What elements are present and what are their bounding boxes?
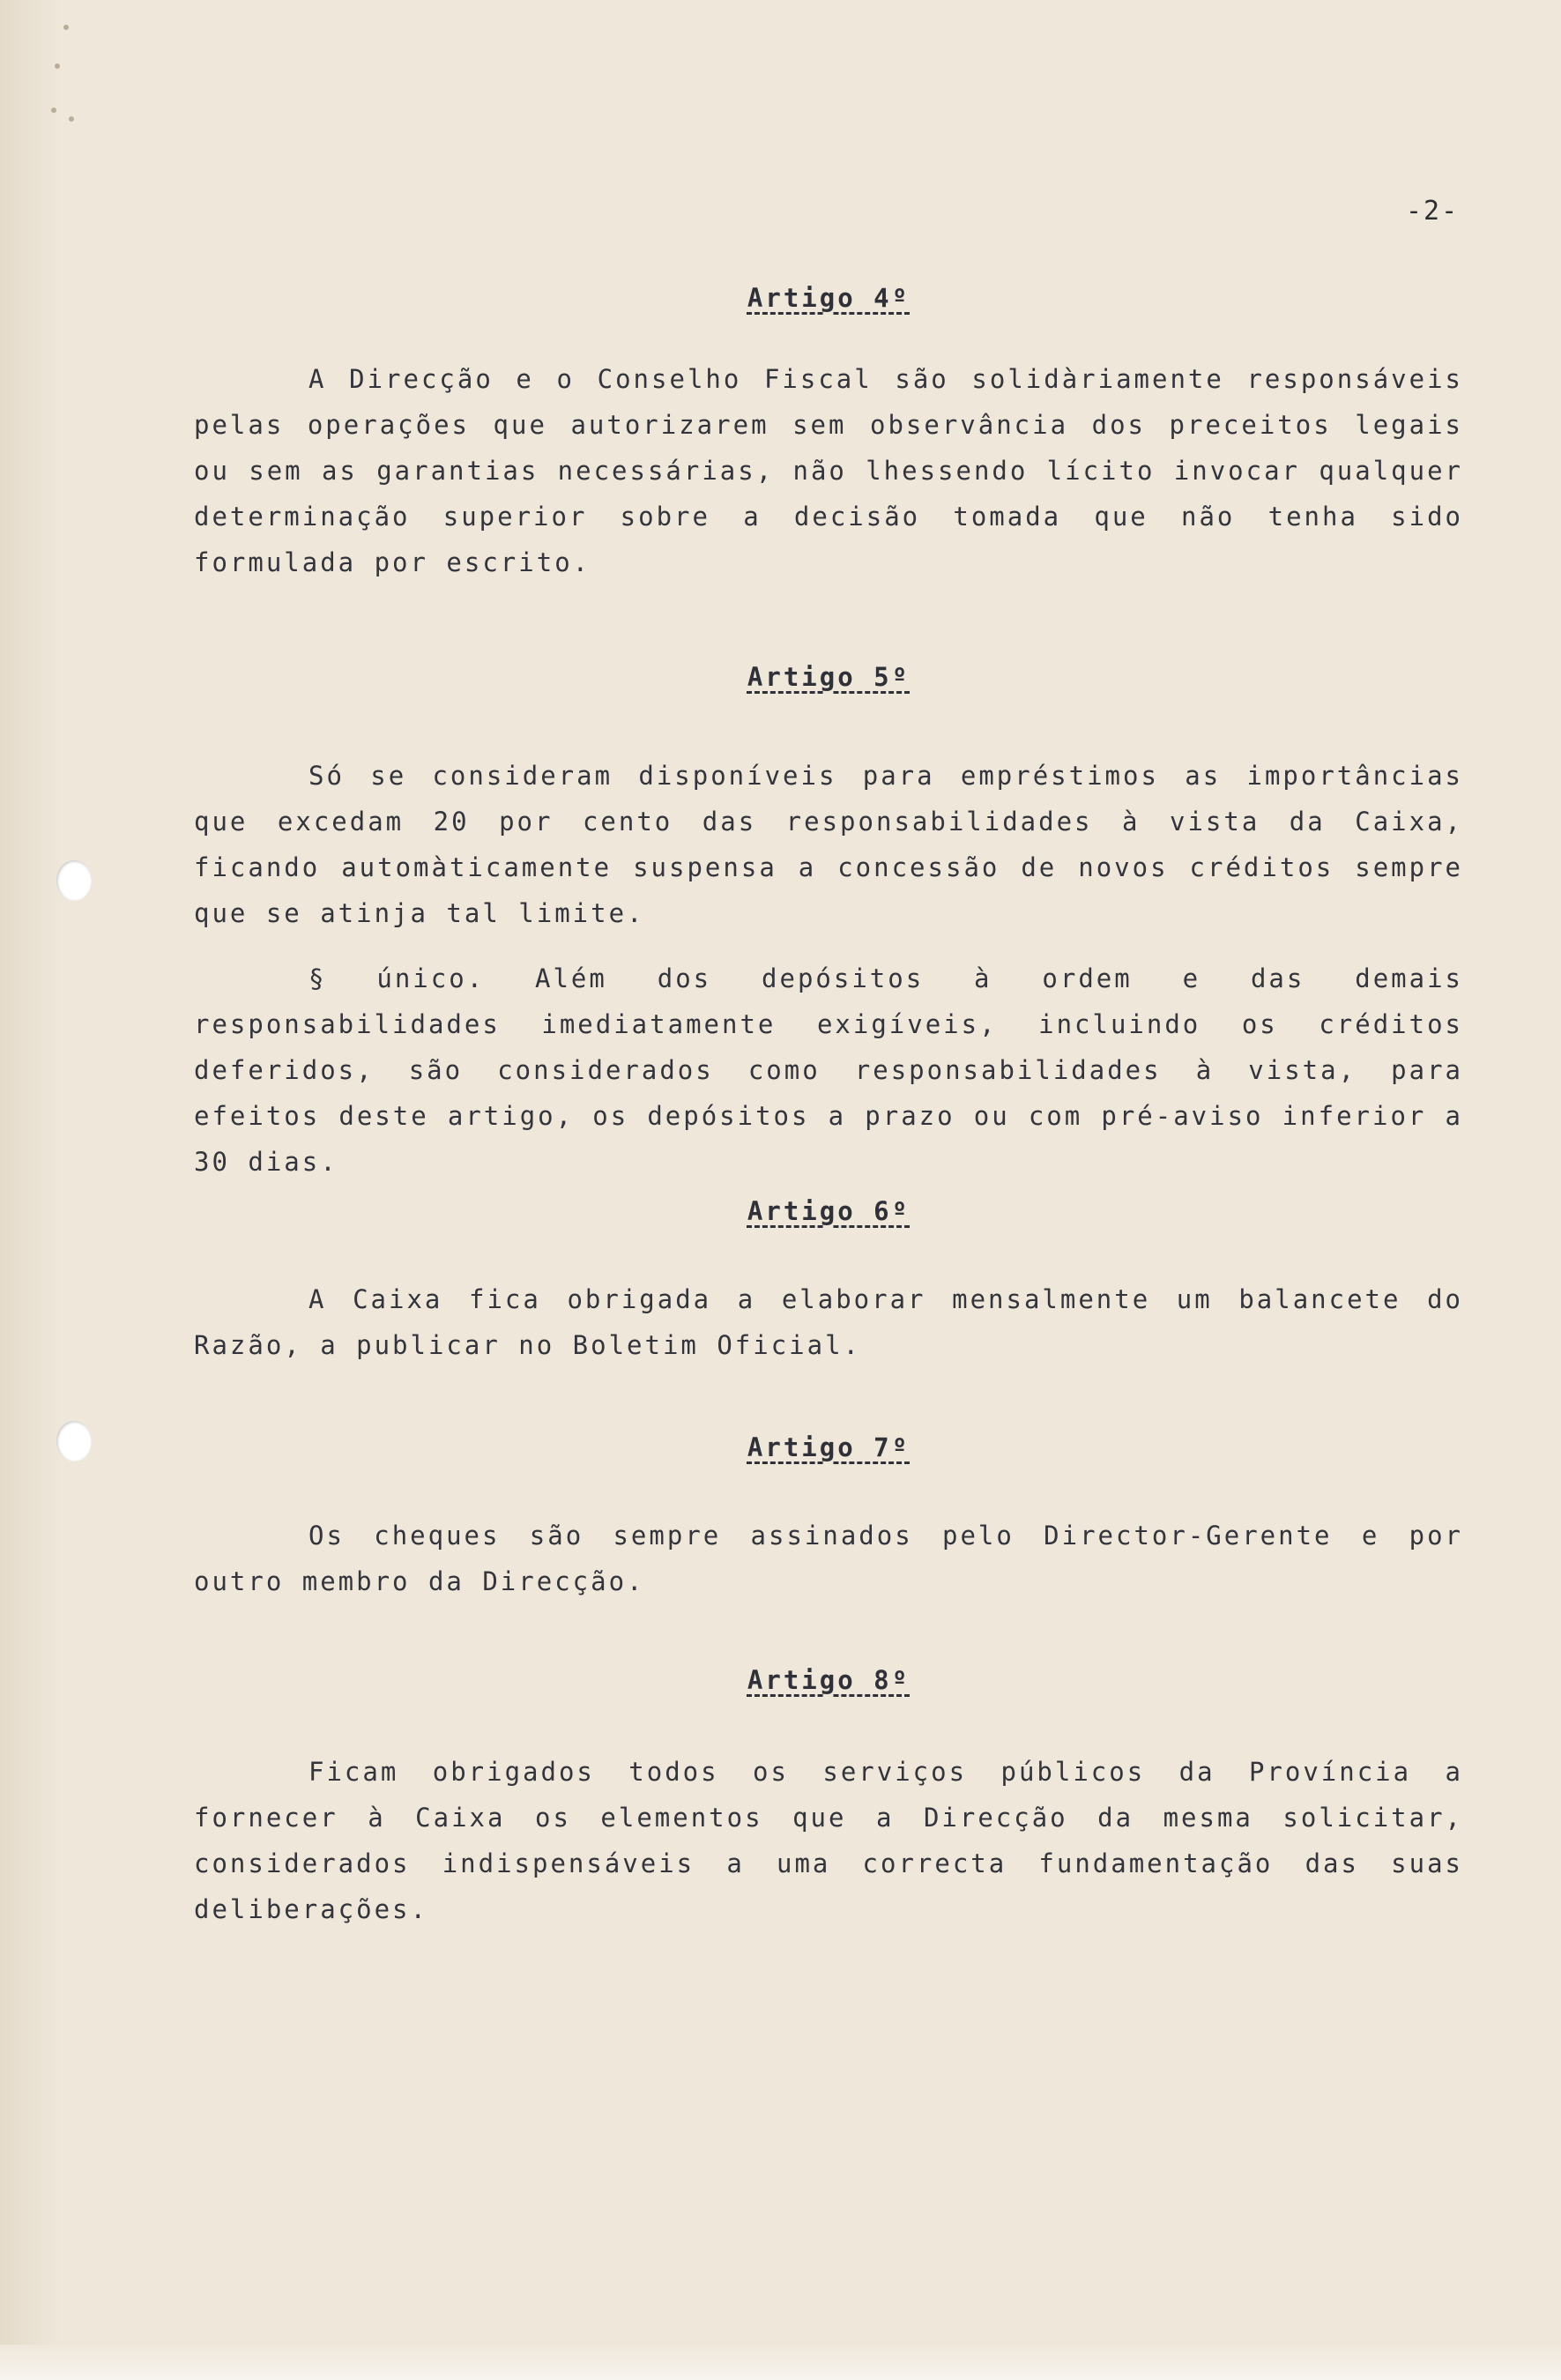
article-7 — [194, 1430, 1463, 1604]
paper-speck — [63, 25, 69, 30]
article-8 — [194, 1662, 1463, 1932]
article-paragraph: § único. Além dos depósitos à ordem e das demais responsabilidades imediatamente exigíveis, incluindo os créditos deferidos, são considerados como responsabilidades à vista, para efeitos deste artigo, os depósitos a prazo ou com pré-aviso inferior a 30 dias. — [194, 963, 1463, 1177]
article-heading: Artigo 5º — [747, 662, 911, 692]
article-paragraph: Os cheques são sempre assinados pelo Director-Gerente e por outro membro da Direcção. — [194, 1521, 1463, 1596]
article-paragraph: A Caixa fica obrigada a elaborar mensalmente um balancete do Razão, a publicar no Boletim Oficial. — [194, 1284, 1463, 1360]
article-heading: Artigo 7º — [747, 1432, 911, 1462]
article-6 — [194, 1194, 1463, 1368]
article-4 — [194, 280, 1463, 585]
article-heading: Artigo 6º — [747, 1196, 911, 1226]
article-paragraph: A Direcção e o Conselho Fiscal são solidàriamente responsáveis pelas operações que autorizarem sem observância dos preceitos legais ou sem as garantias necessárias, não lhessendo lícito invocar qualquer determinação superior sobre a decisão tomada que não tenha sido formulada por escrito. — [194, 364, 1463, 577]
article-paragraph: Ficam obrigados todos os serviços públicos da Província a fornecer à Caixa os elementos que a Direcção da mesma solicitar, considerados indispensáveis a uma correcta fundamentação das suas deliberações. — [194, 1757, 1463, 1924]
page-edge-shadow — [0, 0, 62, 2380]
paper-speck — [69, 116, 74, 122]
article-heading: Artigo 8º — [747, 1665, 911, 1695]
article-5 — [194, 659, 1463, 1185]
page-number: -2- — [1406, 196, 1460, 227]
paper-speck — [55, 63, 60, 69]
article-paragraph: Só se consideram disponíveis para empréstimos as importâncias que excedam 20 por cento das responsabilidades à vista da Caixa, ficando automàticamente suspensa a concessão de novos créditos sempre que se atinja tal limite. — [194, 761, 1463, 928]
punch-hole — [56, 1421, 92, 1461]
article-heading: Artigo 4º — [747, 283, 911, 313]
punch-hole — [56, 860, 92, 901]
page-bottom-edge — [0, 2345, 1561, 2380]
paper-speck — [51, 108, 56, 113]
